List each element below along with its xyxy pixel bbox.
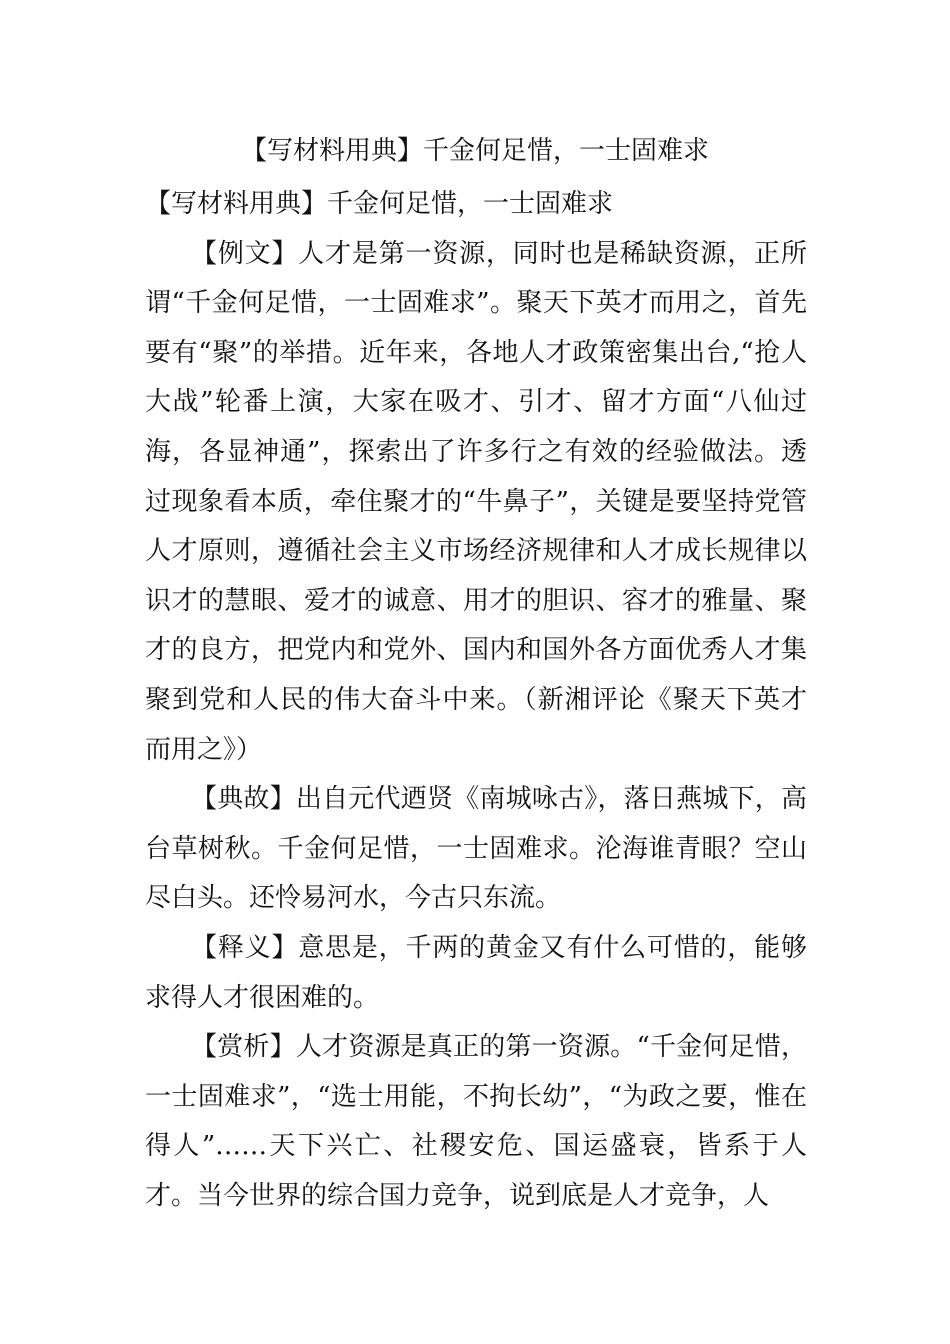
document-subtitle: 【写材料用典】千金何足惜，一士固难求 bbox=[145, 189, 614, 219]
paragraph-appreciation: 【赏析】人才资源是真正的第一资源。“千金何足惜，一士固难求”，“选士用能，不拘长幼”，“为政之要，惟在得人”……天下兴亡、社稷安危、国运盛衰，皆系于人才。当今世界的综合国力竞争，说到底是人才竞争，人 bbox=[145, 1032, 807, 1211]
document-body bbox=[145, 180, 807, 1221]
paragraph-meaning: 【释义】意思是，千两的黄金又有什么可惜的，能够求得人才很困难的。 bbox=[145, 932, 807, 1013]
paragraph-allusion: 【典故】出自元代迺贤《南城咏古》，落日燕城下，高台草树秋。千金何足惜，一士固难求。沦海谁青眼？空山尽白头。还怜易河水，今古只东流。 bbox=[145, 784, 807, 914]
document-title: 【写材料用典】千金何足惜，一士固难求 bbox=[240, 136, 709, 166]
paragraph-example: 【例文】人才是第一资源，同时也是稀缺资源，正所谓“千金何足惜，一士固难求”。聚天下英才而用之，首先要有“聚”的举措。近年来，各地人才政策密集出台,“抢人大战”轮番上演，大家在吸才、引才、留才方面“八仙过海，各显神通”，探索出了许多行之有效的经验做法。透过现象看本质，牵住聚才的“牛鼻子”，关键是要坚持党管人才原则，遵循社会主义市场经济规律和人才成长规律以识才的慧眼、爱才的诚意、用才的胆识、容才的雅量、聚才的良方，把党内和党外、国内和国外各方面优秀人才集聚到党和人民的伟大奋斗中来。（新湘评论《聚天下英才而用之》） bbox=[145, 238, 807, 765]
